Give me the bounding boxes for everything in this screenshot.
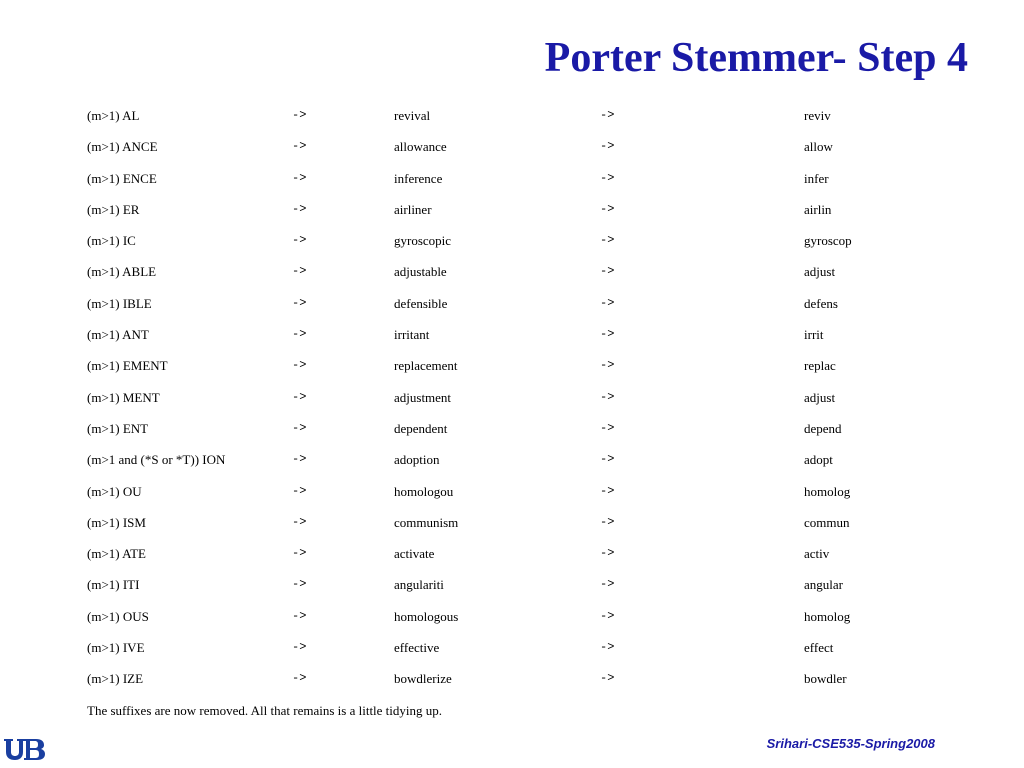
arrow-symbol: -> bbox=[600, 264, 615, 279]
arrow-symbol: -> bbox=[292, 452, 307, 467]
arrow-symbol: -> bbox=[292, 233, 307, 248]
arrow-symbol: -> bbox=[292, 201, 307, 216]
rule-condition: (m>1) IBLE bbox=[87, 295, 152, 311]
arrow-symbol: -> bbox=[292, 389, 307, 404]
rule-example-word: angulariti bbox=[394, 577, 444, 593]
rule-row bbox=[87, 451, 987, 482]
rule-condition: (m>1) ER bbox=[87, 201, 140, 217]
rule-example-word: defensible bbox=[394, 295, 448, 311]
rule-row bbox=[87, 670, 987, 701]
rule-result-stem: reviv bbox=[804, 108, 831, 123]
arrow-symbol: -> bbox=[292, 358, 307, 373]
rule-example-word: adjustment bbox=[394, 389, 452, 405]
rule-row bbox=[87, 326, 987, 357]
rule-condition: (m>1) ANCE bbox=[87, 139, 158, 155]
rule-row bbox=[87, 483, 987, 514]
rule-example-word: effective bbox=[394, 640, 440, 656]
rule-row bbox=[87, 639, 987, 670]
rule-condition: (m>1) OUS bbox=[87, 608, 149, 624]
rule-result-stem: adopt bbox=[804, 452, 833, 468]
rule-condition: (m>1 and (*S or *T)) ION bbox=[87, 452, 226, 468]
rule-row bbox=[87, 170, 987, 201]
rule-result-stem: defens bbox=[804, 295, 838, 311]
arrow-symbol: -> bbox=[292, 577, 307, 592]
arrow-symbol: -> bbox=[292, 108, 307, 122]
rule-row bbox=[87, 545, 987, 576]
rule-result-stem: angular bbox=[804, 577, 843, 593]
rule-condition: (m>1) IVE bbox=[87, 640, 145, 656]
arrow-symbol: -> bbox=[600, 420, 615, 435]
closing-note: The suffixes are now removed. All that remains is a little tidying up. bbox=[87, 703, 443, 718]
rule-result-stem: bowdler bbox=[804, 671, 847, 687]
rule-row bbox=[87, 357, 987, 388]
arrow-symbol: -> bbox=[600, 452, 615, 467]
rule-condition: (m>1) ABLE bbox=[87, 264, 157, 280]
arrow-symbol: -> bbox=[600, 546, 615, 561]
rule-result-stem: adjust bbox=[804, 264, 836, 280]
rule-result-stem: effect bbox=[804, 640, 834, 656]
arrow-symbol: -> bbox=[292, 170, 307, 185]
rule-result-stem: homolog bbox=[804, 608, 851, 624]
rule-example-word: adjustable bbox=[394, 264, 447, 280]
rule-condition: (m>1) AL bbox=[87, 108, 140, 123]
arrow-symbol: -> bbox=[292, 608, 307, 623]
slide-title: Porter Stemmer- Step 4 bbox=[544, 35, 968, 81]
arrow-symbol: -> bbox=[600, 608, 615, 623]
rule-row bbox=[87, 420, 987, 451]
rule-condition: (m>1) ENCE bbox=[87, 170, 157, 186]
arrow-symbol: -> bbox=[600, 483, 615, 498]
rule-example-word: activate bbox=[394, 546, 435, 562]
rule-row bbox=[87, 295, 987, 326]
rule-result-stem: activ bbox=[804, 546, 830, 562]
rule-example-word: adoption bbox=[394, 452, 440, 468]
rule-result-stem: airlin bbox=[804, 201, 832, 217]
rule-result-stem: irrit bbox=[804, 327, 824, 343]
rule-row bbox=[87, 232, 987, 263]
rule-result-stem: replac bbox=[804, 358, 836, 374]
arrow-symbol: -> bbox=[600, 514, 615, 529]
arrow-symbol: -> bbox=[600, 640, 615, 655]
arrow-symbol: -> bbox=[600, 358, 615, 373]
arrow-symbol: -> bbox=[600, 108, 615, 122]
arrow-symbol: -> bbox=[600, 170, 615, 185]
rule-row bbox=[87, 389, 987, 420]
rule-row bbox=[87, 263, 987, 294]
rule-condition: (m>1) ISM bbox=[87, 514, 146, 530]
rule-row bbox=[87, 514, 987, 545]
rule-example-word: gyroscopic bbox=[394, 233, 452, 249]
rule-condition: (m>1) OU bbox=[87, 483, 142, 499]
arrow-symbol: -> bbox=[292, 671, 307, 686]
arrow-symbol: -> bbox=[600, 389, 615, 404]
rule-condition: (m>1) ENT bbox=[87, 420, 149, 436]
arrow-symbol: -> bbox=[600, 671, 615, 686]
rule-condition: (m>1) ATE bbox=[87, 546, 146, 562]
rule-result-stem: allow bbox=[804, 139, 833, 155]
rule-condition: (m>1) IC bbox=[87, 233, 136, 249]
rule-condition: (m>1) MENT bbox=[87, 389, 160, 405]
rule-row bbox=[87, 608, 987, 639]
rule-example-word: allowance bbox=[394, 139, 447, 155]
rule-example-word: dependent bbox=[394, 420, 448, 436]
rule-row bbox=[87, 576, 987, 607]
rule-row bbox=[87, 107, 987, 138]
rule-result-stem: infer bbox=[804, 170, 829, 186]
rule-example-word: bowdlerize bbox=[394, 671, 452, 687]
rule-condition: (m>1) IZE bbox=[87, 671, 144, 687]
rule-result-stem: gyroscop bbox=[804, 233, 852, 249]
arrow-symbol: -> bbox=[292, 514, 307, 529]
rule-example-word: homologous bbox=[394, 608, 459, 624]
rule-condition: (m>1) ITI bbox=[87, 577, 140, 593]
rule-result-stem: adjust bbox=[804, 389, 836, 405]
rule-condition: (m>1) EMENT bbox=[87, 358, 168, 374]
arrow-symbol: -> bbox=[600, 201, 615, 216]
rules-table bbox=[87, 107, 987, 702]
rule-example-word: communism bbox=[394, 514, 459, 530]
footer-credit: Srihari-CSE535-Spring2008 bbox=[766, 736, 935, 751]
rule-result-stem: commun bbox=[804, 514, 850, 530]
rule-example-word: irritant bbox=[394, 327, 430, 343]
arrow-symbol: -> bbox=[292, 483, 307, 498]
arrow-symbol: -> bbox=[292, 546, 307, 561]
rule-row bbox=[87, 138, 987, 169]
arrow-symbol: -> bbox=[600, 295, 615, 310]
rule-row bbox=[87, 201, 987, 232]
arrow-symbol: -> bbox=[292, 139, 307, 154]
arrow-symbol: -> bbox=[292, 327, 307, 342]
rule-result-stem: depend bbox=[804, 420, 842, 436]
arrow-symbol: -> bbox=[600, 327, 615, 342]
arrow-symbol: -> bbox=[292, 264, 307, 279]
arrow-symbol: -> bbox=[292, 640, 307, 655]
rule-result-stem: homolog bbox=[804, 483, 851, 499]
ub-logo-icon bbox=[2, 733, 46, 765]
arrow-symbol: -> bbox=[600, 577, 615, 592]
arrow-symbol: -> bbox=[292, 420, 307, 435]
rule-condition: (m>1) ANT bbox=[87, 327, 149, 343]
rule-example-word: homologou bbox=[394, 483, 454, 499]
rule-example-word: inference bbox=[394, 170, 443, 186]
rule-example-word: airliner bbox=[394, 201, 432, 217]
arrow-symbol: -> bbox=[600, 139, 615, 154]
arrow-symbol: -> bbox=[292, 295, 307, 310]
rule-example-word: replacement bbox=[394, 358, 458, 374]
rule-example-word: revival bbox=[394, 108, 431, 123]
arrow-symbol: -> bbox=[600, 233, 615, 248]
